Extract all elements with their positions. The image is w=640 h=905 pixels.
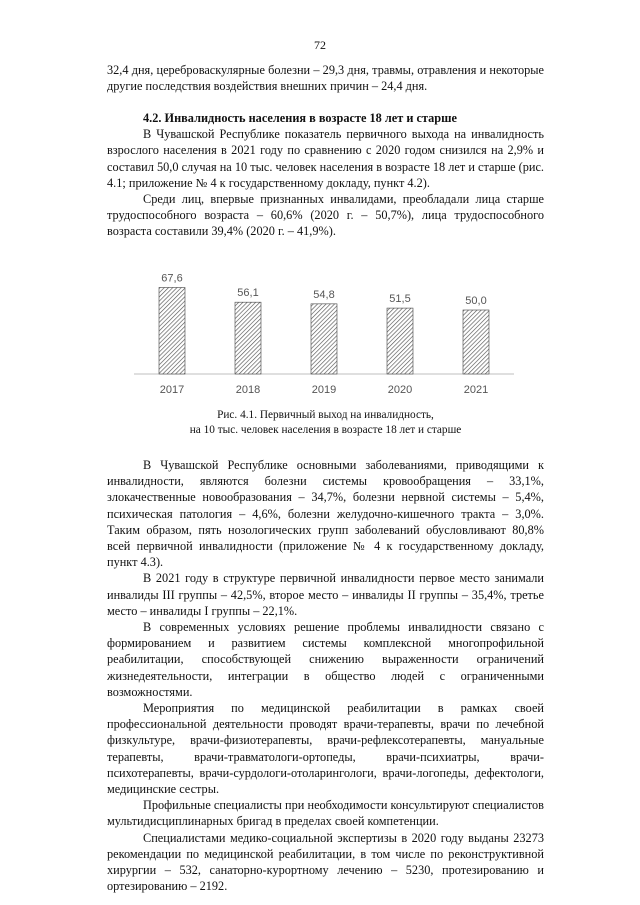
caption-line-1: Рис. 4.1. Первичный выход на инвалидность, [217, 409, 434, 421]
section-heading: 4.2. Инвалидность населения в возрасте 18 лет и старше [143, 111, 457, 125]
section-4-2 [107, 110, 544, 240]
paragraph-consultations: Профильные специалисты при необходимости консультируют специалистов мультидисциплинарных бригад в пределах своей компетенции. [107, 798, 544, 829]
paragraph-diseases: В Чувашской Республике основными заболеваниями, приводящими к инвалидности, являются болезни системы кровообращения – 33,1%, злокачественные новообразования – 34,7%, болезни нервной системы – 5,4%, психическая патология – 4,6%, болезни желудочно-кишечного тракта – 3,0%. Таким образом, пять нозологических групп заболеваний обусловливают 80,8% всей первичной инвалидности (приложение № 4 к государственному докладу, пункт 4.3). [107, 458, 544, 570]
bar-2017 [159, 287, 185, 374]
value-label-2020: 51,5 [389, 293, 411, 306]
bar-chart [134, 258, 514, 406]
text-after-chart [107, 457, 544, 894]
value-label-2017: 67,6 [161, 272, 183, 285]
value-label-2021: 50,0 [465, 295, 487, 307]
section-paragraph-2: Среди лиц, впервые признанных инвалидами, преобладали лица старше трудоспособного возраста – 60,6% (2020 г. – 50,7%), лица трудоспособного возраста составили 39,4% (2020 г. – 41,9%). [107, 192, 544, 239]
intro-text [107, 62, 544, 94]
page-number: 72 [314, 38, 326, 52]
category-label-2017: 2017 [159, 384, 185, 396]
category-label-2018: 2018 [235, 384, 261, 396]
category-label-2021: 2021 [463, 384, 489, 396]
paragraph-rehabilitation: В современных условиях решение проблемы инвалидности связано с формированием и развитием системы комплексной многопрофильной реабилитации, способствующей снижению выраженности ограничений жизнедеятельности, интеграции в общество людей с ограниченными возможностями. [107, 620, 544, 699]
bar-2018 [235, 302, 261, 374]
caption-line-2: на 10 тыс. человек населения в возрасте 18 лет и старше [189, 423, 462, 436]
value-label-2019: 54,8 [313, 288, 335, 301]
figure-caption [107, 408, 544, 437]
bar-2019 [311, 304, 337, 374]
category-label-2019: 2019 [311, 384, 337, 396]
paragraph-groups: В 2021 году в структуре первичной инвалидности первое место занимали инвалиды III группы – 42,5%, второе место – инвалиды II группы – 35,4%, третье место – инвалиды I группы – 22,1%. [107, 571, 544, 618]
paragraph-recommendations: Специалистами медико-социальной экспертизы в 2020 году выданы 23273 рекомендации по медицинской реабилитации, в том числе по реконструктивной хирургии – 532, санаторно-курортному лечению – 5230, протезированию и ортезированию – 2192. [107, 830, 544, 894]
value-label-2018: 56,1 [237, 287, 259, 300]
bar-2021 [463, 310, 489, 374]
category-label-2020: 2020 [387, 384, 413, 396]
section-paragraph-1: В Чувашской Республике показатель первичного выхода на инвалидность взрослого населения в 2021 году по сравнению с 2020 годом снизился на 2,9% и составил 50,0 случая на 10 тыс. человек населения в возрасте 18 лет и старше (рис. 4.1; приложение № 4 к государственному докладу, пункт 4.2). [107, 127, 544, 190]
paragraph-specialists: Мероприятия по медицинской реабилитации в рамках своей профессиональной деятельности проводят врачи-терапевты, врачи по лечебной физкультуре, врачи-физиотерапевты, врачи-рефлексотерапевты, мануальные терапевты, врачи-травматологи-ортопеды, врачи-психиатры, врачи-психотерапевты, врачи-сурдологи-отоларингологи, врачи-логопеды, дефектологи, медицинские сестры. [107, 701, 544, 797]
bar-2020 [387, 308, 413, 374]
intro-paragraph: 32,4 дня, цереброваскулярные болезни – 29,3 дня, травмы, отравления и некоторые другие последствия воздействия внешних причин – 24,4 дня. [107, 63, 544, 94]
